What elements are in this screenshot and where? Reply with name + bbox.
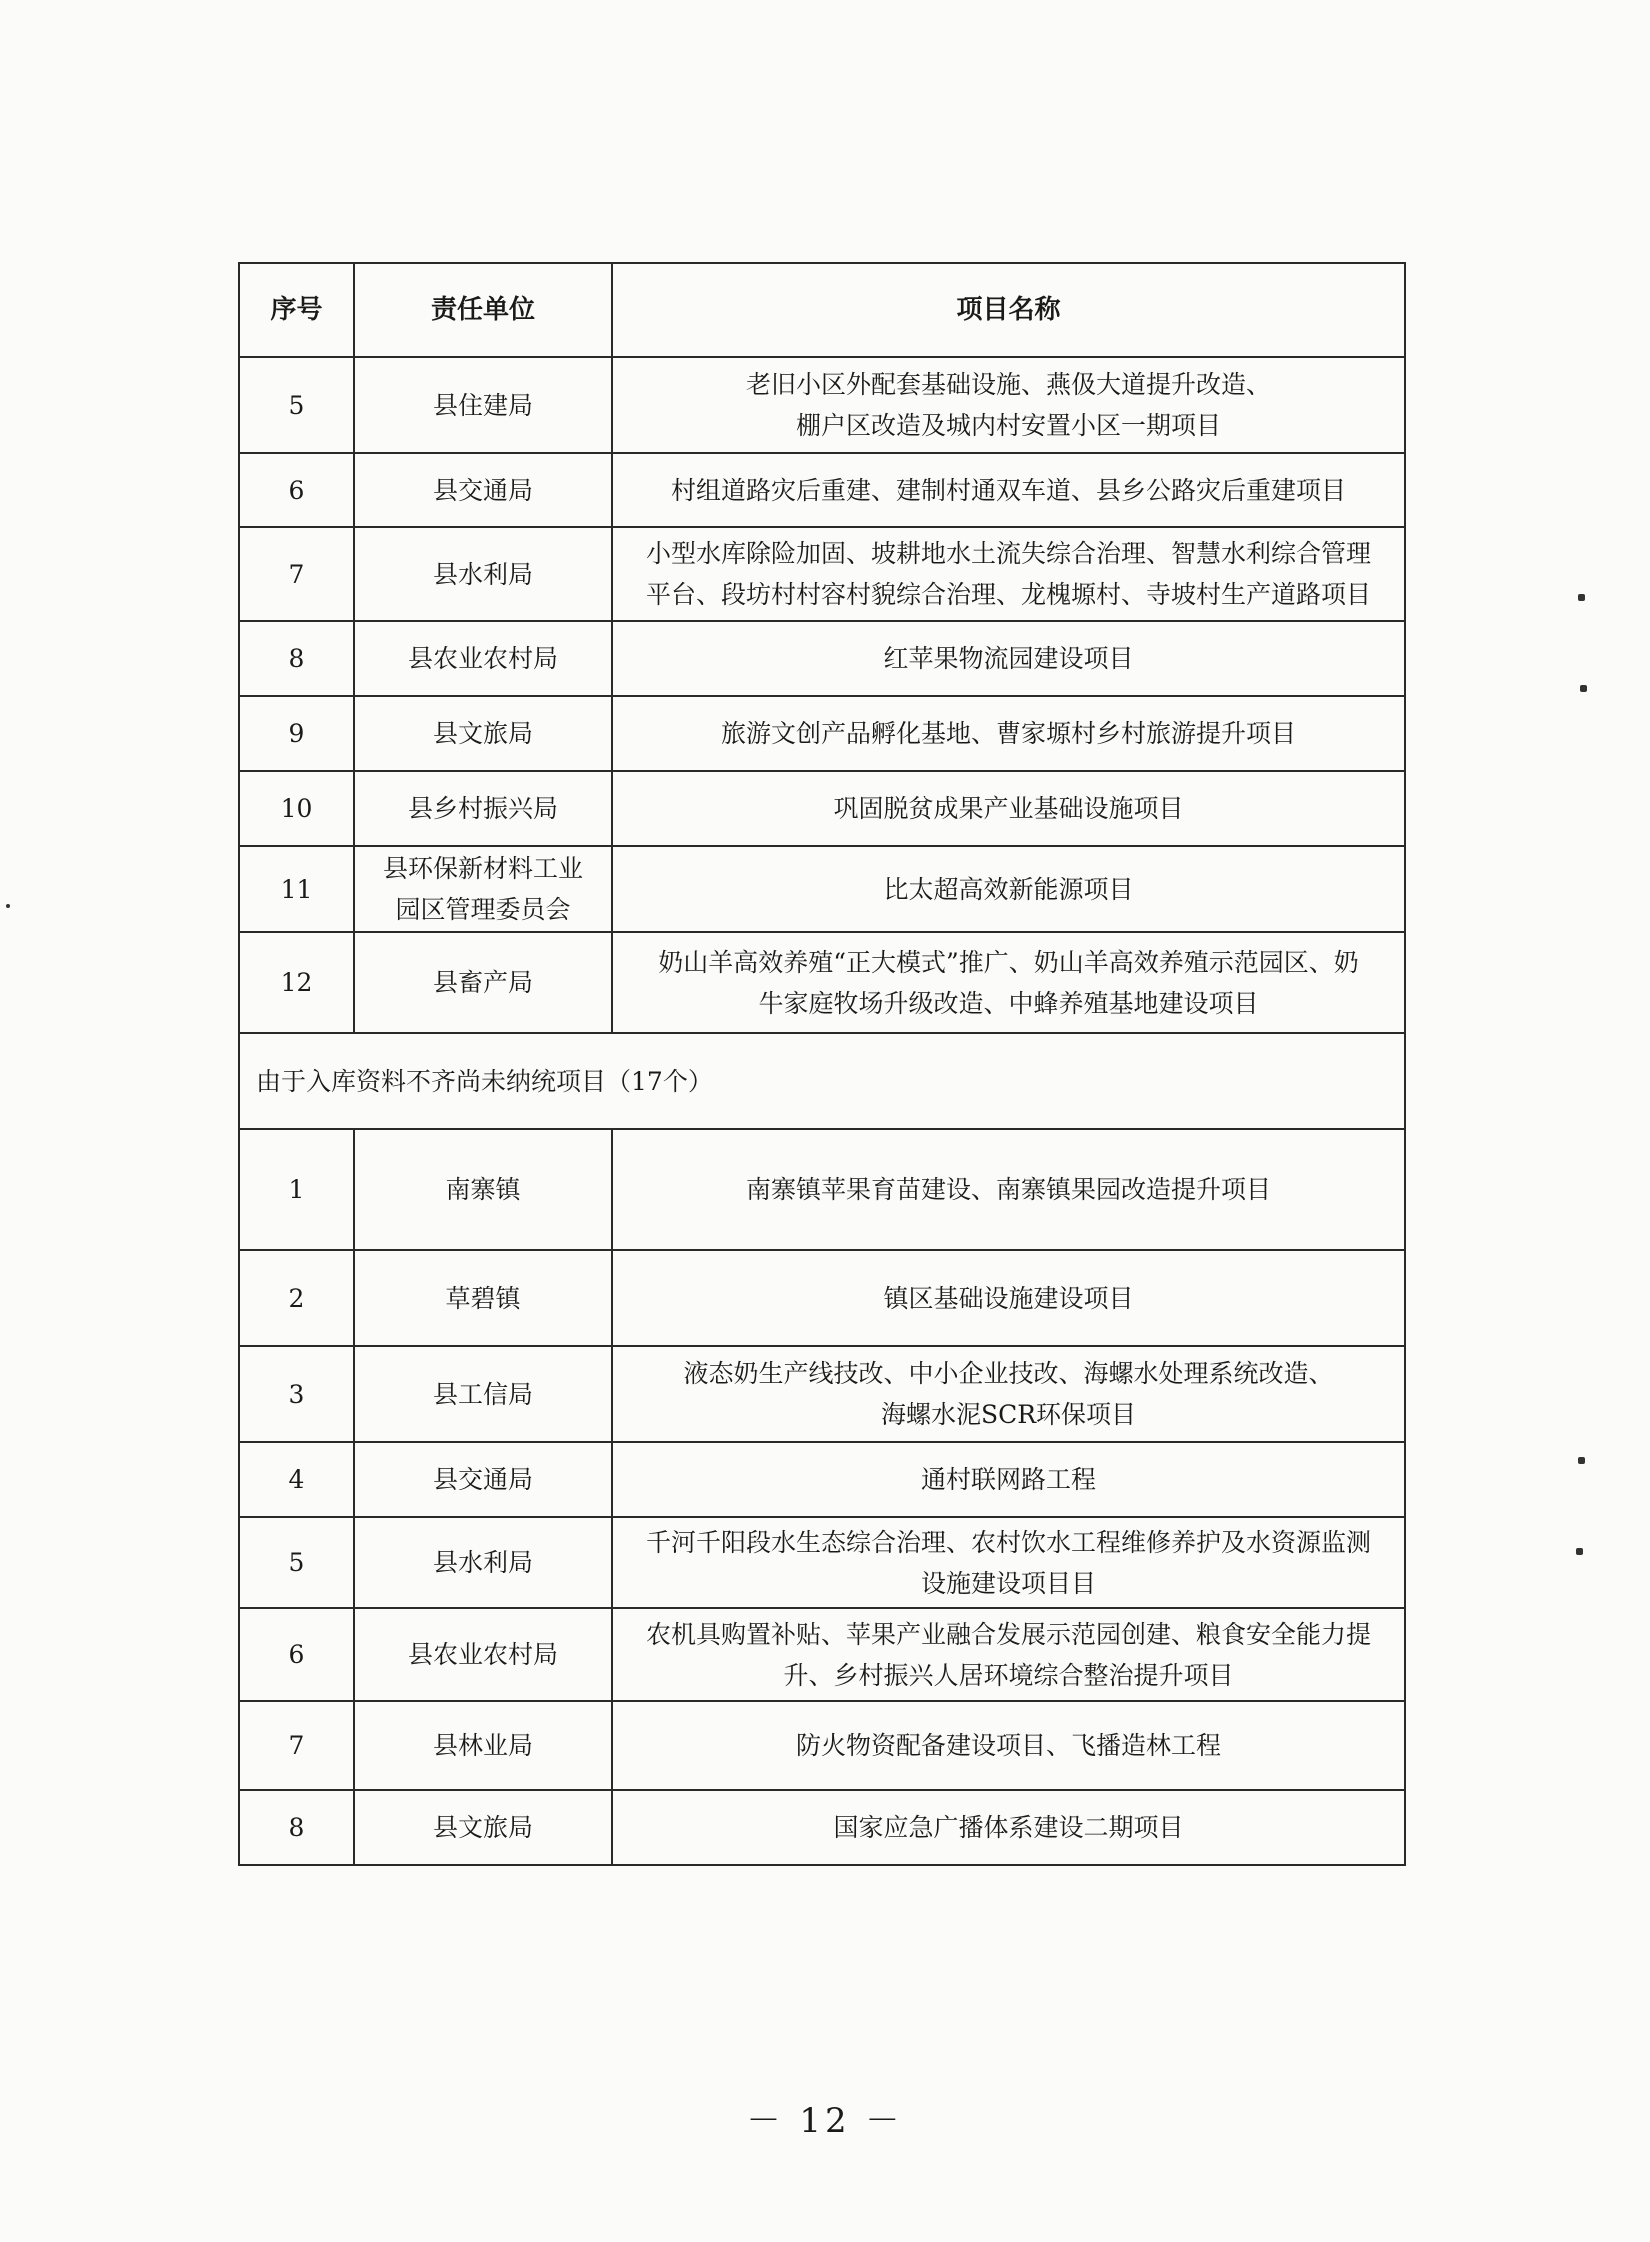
row-no: 5 [239, 1517, 354, 1608]
project-line: 老旧小区外配套基础设施、燕伋大道提升改造、 [745, 370, 1271, 399]
row-no: 8 [239, 621, 354, 696]
project-line: 镇区基础设施建设项目 [883, 1283, 1134, 1313]
project-line: 牛家庭牧场升级改造、中蜂养殖基地建设项目 [758, 988, 1259, 1018]
project-line: 液态奶生产线技改、中小企业技改、海螺水处理系统改造、 [683, 1359, 1334, 1388]
row-no: 6 [239, 1608, 354, 1701]
table-row [239, 1129, 1405, 1250]
unit-line: 园区管理委员会 [395, 895, 571, 924]
project-line: 村组道路灾后重建、建制村通双车道、县乡公路灾后重建项目 [670, 475, 1346, 505]
project-line: 国家应急广播体系建设二期项目 [833, 1813, 1184, 1842]
row-project-name [612, 696, 1405, 771]
row-no: 7 [239, 527, 354, 621]
row-project-name [612, 1608, 1405, 1701]
scan-speck [1580, 685, 1587, 692]
header-project-name: 项目名称 [612, 263, 1405, 357]
row-project-name [612, 357, 1405, 453]
project-line: 南寨镇苹果育苗建设、南寨镇果园改造提升项目 [745, 1175, 1271, 1204]
row-project-name [612, 621, 1405, 696]
project-line: 升、乡村振兴人居环境综合整治提升项目 [783, 1660, 1234, 1690]
table-row [239, 621, 1405, 696]
project-line: 防火物资配备建设项目、飞播造林工程 [795, 1731, 1221, 1760]
project-line: 旅游文创产品孵化基地、曹家塬村乡村旅游提升项目 [720, 719, 1296, 748]
table-row [239, 771, 1405, 846]
row-project-name [612, 846, 1405, 932]
row-project-name [612, 1129, 1405, 1250]
row-no: 4 [239, 1442, 354, 1517]
project-line: 千河千阳段水生态综合治理、农村饮水工程维修养护及水资源监测 [645, 1527, 1371, 1557]
row-unit: 县水利局 [354, 1517, 612, 1608]
project-line: 棚户区改造及城内村安置小区一期项目 [795, 411, 1221, 440]
header-no: 序号 [239, 263, 354, 357]
table-header-row [239, 263, 1405, 357]
project-line: 奶山羊高效养殖“正大模式”推广、奶山羊高效养殖示范园区、奶 [658, 947, 1359, 977]
project-line: 设施建设项目目 [920, 1568, 1096, 1598]
project-line: 红苹果物流园建设项目 [883, 644, 1134, 673]
row-project-name [612, 932, 1405, 1033]
row-project-name [612, 1517, 1405, 1608]
row-unit: 县林业局 [354, 1701, 612, 1790]
project-line: 小型水库除险加固、坡耕地水土流失综合治理、智慧水利综合管理 [645, 539, 1371, 568]
table-row [239, 1442, 1405, 1517]
project-line: 比太超高效新能源项目 [883, 874, 1134, 904]
row-unit: 县住建局 [354, 357, 612, 453]
row-unit: 县乡村振兴局 [354, 771, 612, 846]
row-project-name [612, 453, 1405, 527]
row-project-name [612, 1250, 1405, 1346]
row-unit: 县交通局 [354, 453, 612, 527]
table-row [239, 1517, 1405, 1608]
table-row [239, 1346, 1405, 1442]
row-no: 7 [239, 1701, 354, 1790]
scan-speck [1578, 594, 1585, 601]
table-row [239, 1608, 1405, 1701]
project-line: 海螺水泥SCR环保项目 [880, 1400, 1137, 1429]
project-table [238, 262, 1406, 1866]
row-no: 8 [239, 1790, 354, 1865]
row-no: 2 [239, 1250, 354, 1346]
row-project-name [612, 1442, 1405, 1517]
project-line: 农机具购置补贴、苹果产业融合发展示范园创建、粮食安全能力提 [645, 1619, 1371, 1649]
row-no: 11 [239, 846, 354, 932]
table-row [239, 696, 1405, 771]
row-project-name [612, 527, 1405, 621]
row-project-name [612, 1701, 1405, 1790]
row-unit: 县交通局 [354, 1442, 612, 1517]
row-no: 1 [239, 1129, 354, 1250]
row-unit: 县水利局 [354, 527, 612, 621]
row-project-name [612, 1346, 1405, 1442]
table-row [239, 1250, 1405, 1346]
table-row [239, 846, 1405, 932]
scan-speck [6, 904, 10, 908]
scan-speck [1576, 1548, 1583, 1555]
table-row [239, 453, 1405, 527]
row-unit: 县工信局 [354, 1346, 612, 1442]
row-unit: 县畜产局 [354, 932, 612, 1033]
row-no: 3 [239, 1346, 354, 1442]
page-number: － 12 － [746, 2101, 904, 2141]
unit-line: 县环保新材料工业 [382, 854, 583, 883]
row-no: 5 [239, 357, 354, 453]
project-line: 通村联网路工程 [920, 1465, 1096, 1494]
scan-speck [1578, 1457, 1585, 1464]
header-unit: 责任单位 [354, 263, 612, 357]
section-row [239, 1033, 1405, 1129]
row-no: 10 [239, 771, 354, 846]
row-unit: 草碧镇 [354, 1250, 612, 1346]
row-project-name [612, 1790, 1405, 1865]
row-no: 12 [239, 932, 354, 1033]
table-row [239, 1701, 1405, 1790]
row-no: 9 [239, 696, 354, 771]
row-unit: 县农业农村局 [354, 621, 612, 696]
table-row [239, 932, 1405, 1033]
row-unit: 南寨镇 [354, 1129, 612, 1250]
project-line: 巩固脱贫成果产业基础设施项目 [833, 794, 1184, 823]
table-row [239, 527, 1405, 621]
row-project-name [612, 771, 1405, 846]
section-title: 由于入库资料不齐尚未纳统项目（17个） [239, 1033, 1405, 1129]
row-unit [354, 846, 612, 932]
row-unit: 县文旅局 [354, 696, 612, 771]
row-unit: 县农业农村局 [354, 1608, 612, 1701]
row-no: 6 [239, 453, 354, 527]
table-row [239, 357, 1405, 453]
table-row [239, 1790, 1405, 1865]
project-line: 平台、段坊村村容村貌综合治理、龙槐塬村、寺坡村生产道路项目 [645, 580, 1371, 609]
row-unit: 县文旅局 [354, 1790, 612, 1865]
